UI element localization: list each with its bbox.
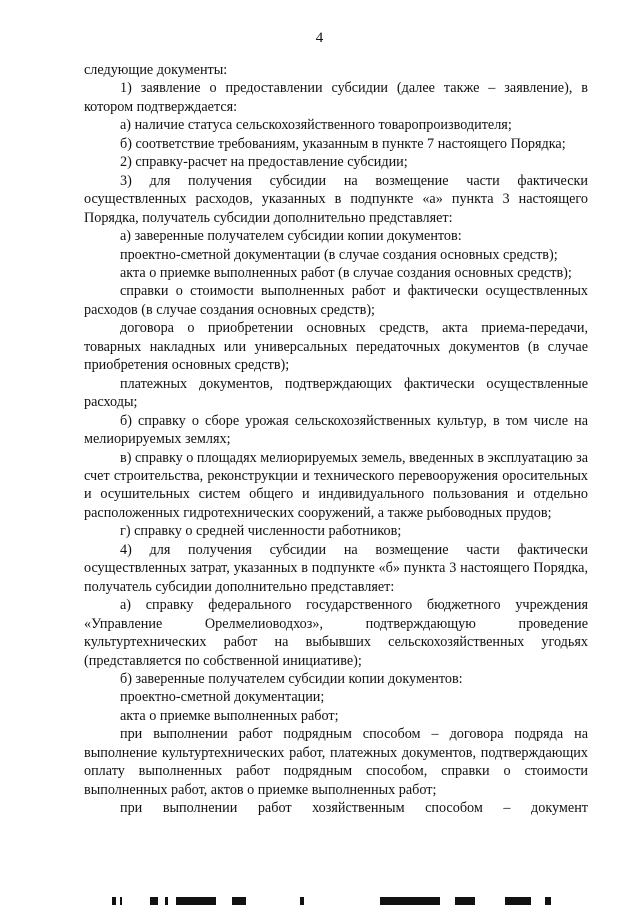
- paragraph: акта о приемке выполненных работ (в случае создания основных средств);: [120, 264, 572, 281]
- page-number: 4: [315, 30, 324, 46]
- paragraph: а) наличие статуса сельскохозяйственного товаропроизводителя;: [120, 117, 512, 134]
- paragraph: в) справку о площадях мелиорируемых земель, введенных в эксплуатацию за счет строительства, реконструкции и технического перевооружения оросительных и осушительных систем общего и индивидуального пользования и отдельно расположенных гидротехнических сооружений, а также рыбоводных прудов;: [84, 449, 588, 521]
- paragraph: проектно-сметной документации (в случае создания основных средств);: [120, 246, 558, 263]
- paragraph: следующие документы:: [84, 62, 228, 78]
- paragraph: б) справку о сборе урожая сельскохозяйственных культур, в том числе на мелиорируемых землях;: [84, 412, 588, 448]
- scan-edge-marks: [0, 893, 639, 905]
- paragraph: а) заверенные получателем субсидии копии документов:: [120, 228, 462, 245]
- paragraph: справки о стоимости выполненных работ и фактически осуществленных расходов (в случае создания основных средств);: [84, 283, 588, 318]
- paragraph: б) заверенные получателем субсидии копии документов:: [120, 670, 463, 687]
- paragraph: 3) для получения субсидии на возмещение части фактически осуществленных расходов, указанных в подпункте «а» пункта 3 настоящего Порядка, получатель субсидии дополнительно представляет:: [84, 172, 588, 226]
- paragraph: платежных документов, подтверждающих фактически осуществленные расходы;: [84, 375, 588, 411]
- paragraph: при выполнении работ хозяйственным способом – документ: [120, 800, 588, 817]
- paragraph: проектно-сметной документации;: [120, 689, 325, 706]
- paragraph: г) справку о средней численности работников;: [120, 523, 402, 540]
- paragraph: акта о приемке выполненных работ;: [120, 707, 339, 724]
- paragraph: при выполнении работ подрядным способом – договора подряда на выполнение культуртехнических работ, платежных документов, подтверждающих оплату выполненных работ подрядным способом, справки о стоимости выполненных работ, актов о приемке выполненных работ;: [84, 726, 588, 798]
- paragraph: договора о приобретении основных средств, акта приема-передачи, товарных накладных или универсальных передаточных документов (в случае приобретения основных средств);: [84, 320, 588, 374]
- paragraph: 4) для получения субсидии на возмещение части фактически осуществленных затрат, указанных в подпункте «б» пункта 3 настоящего Порядка, получатель субсидии дополнительно представляет:: [84, 541, 588, 595]
- paragraph: 2) справку-расчет на предоставление субсидии;: [120, 154, 408, 171]
- paragraph: 1) заявление о предоставлении субсидии (далее также – заявление), в котором подтверждается:: [84, 80, 588, 115]
- paragraph: а) справку федерального государственного бюджетного учреждения «Управление Орелмелиоводхоз», подтверждающую проведение культуртехнических работ на выбывших сельскохозяйственных угодьях (представляется по собственной инициативе);: [84, 597, 588, 669]
- document-body: [84, 61, 588, 818]
- paragraph: б) соответствие требованиям, указанным в пункте 7 настоящего Порядка;: [120, 135, 566, 152]
